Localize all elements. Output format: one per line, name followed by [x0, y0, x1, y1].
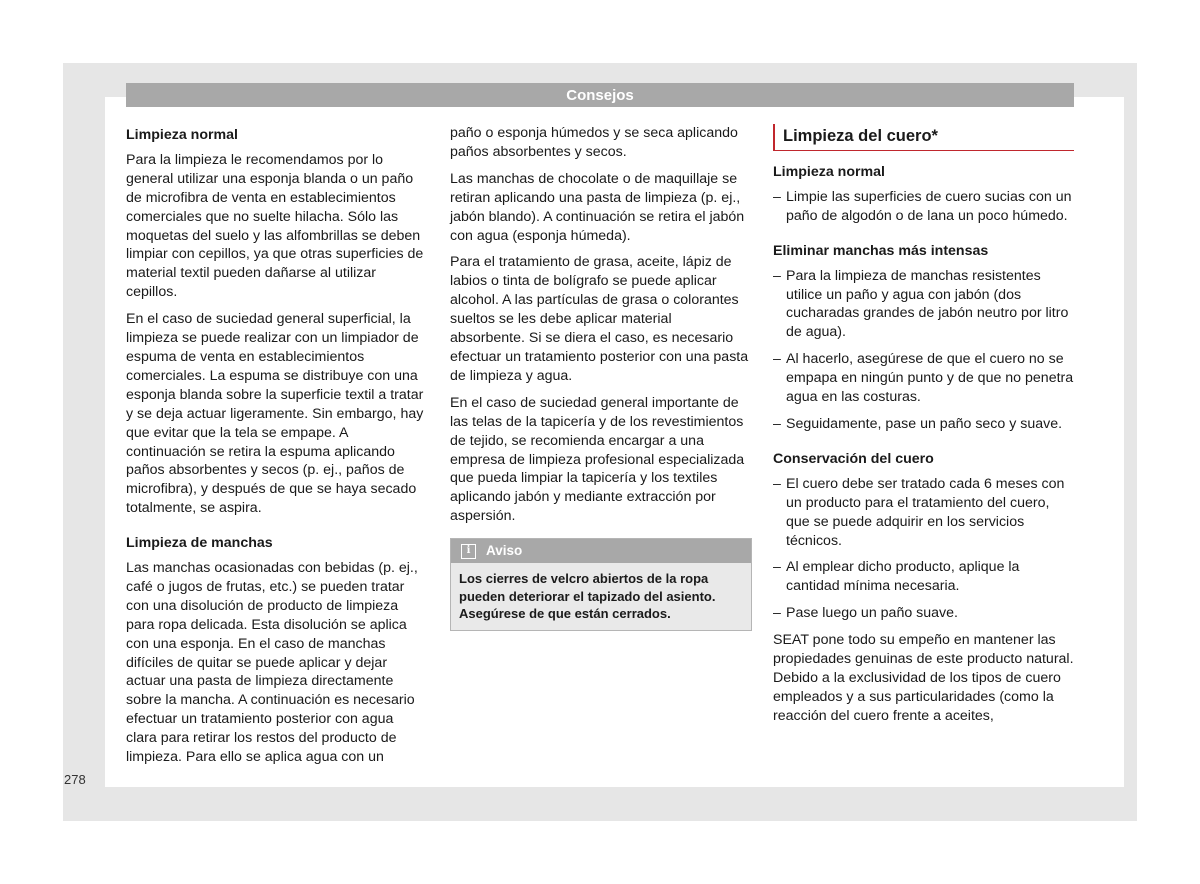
paragraph: En el caso de suciedad general superficial, la limpieza se puede realizar con un limpiador de espuma de venta en establecimientos comerciales. La espuma se distribuye con una esponja blanda sobre la superficie textil a tratar y se deja actuar ligeramente. Sin embargo, hay que evitar que la tela se empape. A continuación se retira la espuma aplicando paños absorbentes y secos (p. ej., paños de microfibra), y después de que se haya secado totalmente, se aspira. — [126, 311, 424, 517]
section-header: Consejos — [126, 83, 1074, 107]
subheading: Eliminar manchas más intensas — [773, 242, 989, 259]
paragraph: En el caso de suciedad general importante de las telas de la tapicería y de los revestimientos de tejido, se recomienda encargar a una empresa de limpieza profesional especializada que pueda limpiar la tapicería y los textiles aplicando jabón y mediante extracción por aspersión. — [450, 394, 745, 525]
column-right — [773, 124, 1074, 734]
info-icon: i — [461, 544, 476, 559]
list-item: – Pase luego un paño suave. — [773, 605, 958, 622]
notice-title: Aviso — [486, 543, 523, 559]
list-item: – Para la limpieza de manchas resistentes utilice un paño y agua con jabón (dos cucharadas grandes de jabón neutro por litro de agua). — [773, 267, 1069, 341]
subheading: Conservación del cuero — [773, 450, 934, 467]
list-item: – Limpie las superficies de cuero sucias con un paño de algodón o de lana un poco húmedo. — [773, 188, 1072, 224]
subheading: Limpieza normal — [773, 164, 885, 180]
bullet-list — [773, 475, 1074, 623]
list-item: – El cuero debe ser tratado cada 6 meses con un producto para el tratamiento del cuero, que se puede adquirir en los servicios técnicos. — [773, 475, 1065, 549]
list-item: – Al hacerlo, asegúrese de que el cuero no se empapa en ningún punto y de que no penetra agua en las costuras. — [773, 351, 1074, 406]
section-title: Limpieza del cuero* — [773, 124, 1074, 151]
bullet-list — [773, 267, 1074, 434]
paragraph: Las manchas de chocolate o de maquillaje se retiran aplicando una pasta de limpieza (p. ej., jabón blando). A continuación se retira el jabón con agua (esponja húmeda). — [450, 170, 745, 244]
notice-box — [450, 538, 752, 631]
page-number: 278 — [64, 772, 86, 787]
paragraph: SEAT pone todo su empeño en mantener las propiedades genuinas de este producto natural. Debido a la exclusividad de los tipos de cuero empleados y a sus particularidades (como la reacción del cuero frente a aceites, — [773, 632, 1074, 724]
list-item: – Seguidamente, pase un paño seco y suave. — [773, 415, 1063, 432]
bullet-list — [773, 188, 1074, 226]
notice-header — [451, 539, 751, 563]
paragraph: paño o esponja húmedos y se seca aplicando paños absorbentes y secos. — [450, 125, 738, 160]
column-left — [126, 124, 428, 775]
paragraph: Para la limpieza le recomendamos por lo general utilizar una esponja blanda o un paño de microfibra de venta en establecimientos comerciales que no suelte hilacha. Sólo las moquetas del suelo y las alfombrillas se deben limpiar con cepillos, ya que otras superficies de material textil pueden dañarse al utilizar cepillos. — [126, 151, 424, 301]
column-middle — [450, 124, 750, 631]
subheading: Limpieza normal — [126, 127, 238, 143]
list-item: – Al emplear dicho producto, aplique la cantidad mínima necesaria. — [773, 559, 1020, 595]
notice-text: Los cierres de velcro abiertos de la ropa pueden deteriorar el tapizado del asiento. Asegúrese de que están cerrados. — [451, 563, 751, 630]
paragraph: Las manchas ocasionadas con bebidas (p. ej., café o jugos de frutas, etc.) se pueden tratar con una disolución de producto de limpieza para ropa delicada. Esta disolución se aplica con una esponja. En el caso de manchas difíciles de quitar se puede aplicar y dejar actuar una pasta de limpieza directamente sobre la mancha. A continuación es necesario efectuar un tratamiento posterior con agua clara para retirar los restos del producto de limpieza. Para ello se aplica agua con un — [126, 560, 418, 766]
subheading: Limpieza de manchas — [126, 535, 273, 552]
paragraph: Para el tratamiento de grasa, aceite, lápiz de labios o tinta de bolígrafo se puede aplicar alcohol. A las partículas de grasa o colorantes sueltos se les debe aplicar material absorbente. Si se diera el caso, es necesario efectuar un tratamiento posterior con una pasta de limpieza y agua. — [450, 254, 749, 384]
